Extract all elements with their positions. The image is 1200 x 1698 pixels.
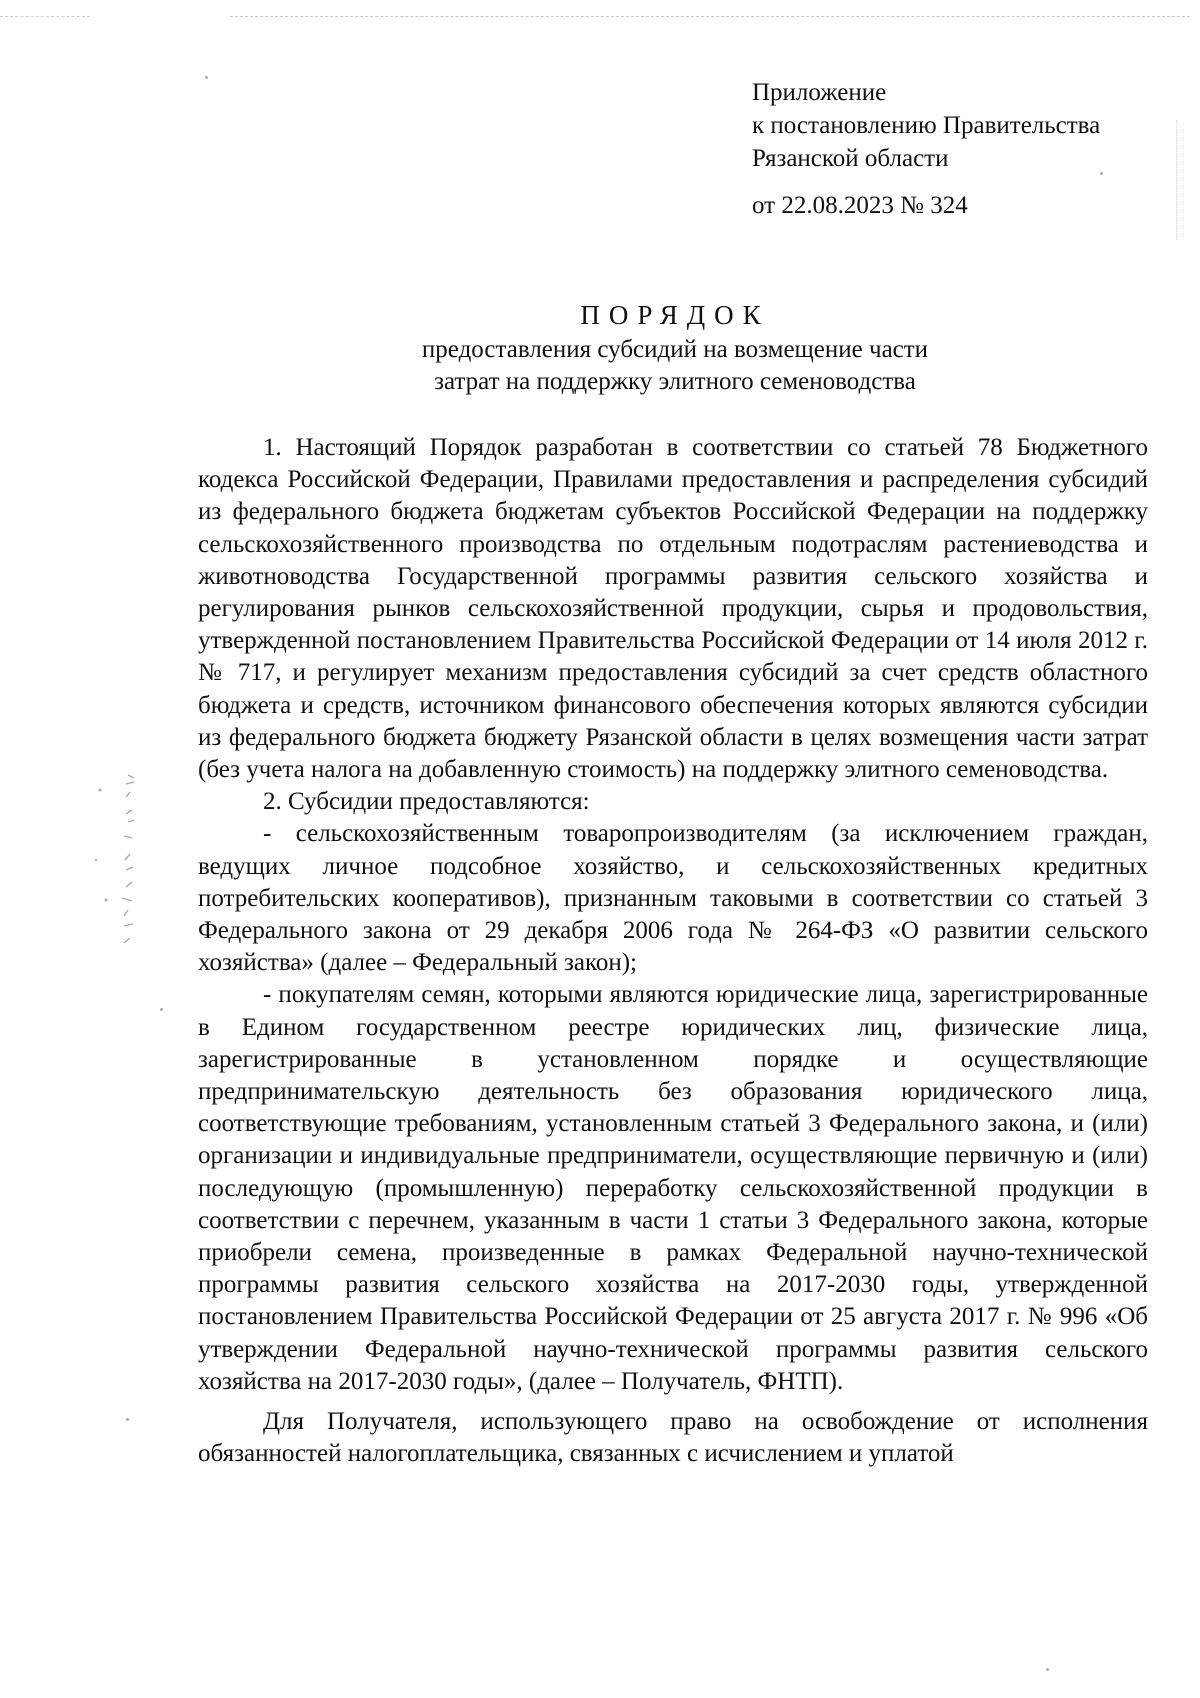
margin-stamp-mark — [88, 770, 148, 950]
scan-speck — [126, 1418, 129, 1421]
appendix-resolution: к постановлению Правительства — [752, 112, 1101, 139]
appendix-date-number: от 22.08.2023 № 324 — [752, 192, 968, 219]
paragraph-5: Для Получателя, использующего право на освобождение от исполнения обязанностей налогоплательщика, связанных с исчислением и уплатой — [198, 1408, 1148, 1468]
document-body — [198, 432, 1148, 1471]
scan-edge-left — [0, 16, 90, 17]
paragraph-3: - сельскохозяйственным товаропроизводителям (за исключением граждан, ведущих личное подсобное хозяйство, и сельскохозяйственных кредитных потребительских кооперативов), признанным таковыми в соответствии со статьей 3 Федерального закона от 29 декабря 2006 года № 264-ФЗ «О развитии сельского хозяйства» (далее – Федеральный закон); — [198, 820, 1148, 977]
paragraph-4: - покупателям семян, которыми являются юридические лица, зарегистрированные в Едином государственном реестре юридических лиц, физические лица, зарегистрированные в установленном порядке и осуществляющие предпринимательскую деятельность без образования юридического лица, соответствующие требованиям, установленным статьей 3 Федерального закона, и (или) организации и индивидуальные предприниматели, осуществляющие первичную и (или) последующую (промышленную) переработку сельскохозяйственной продукции в соответствии с перечнем, указанным в части 1 статьи 3 Федерального закона, которые приобрели семена, произведенные в рамках Федеральной научно-технической программы развития сельского хозяйства на 2017-2030 годы, утвержденной постановлением Правительства Российской Федерации от 25 августа 2017 г. № 996 «Об утверждении Федеральной научно-технической программы развития сельского хозяйства на 2017-2030 годы», (далее – Получатель, ФНТП). — [198, 981, 1148, 1395]
scan-edge-top — [230, 16, 1190, 17]
scan-speck — [205, 76, 208, 79]
scan-speck — [1046, 1668, 1049, 1671]
scan-speck — [160, 1008, 163, 1011]
document-title: ПОРЯДОК — [580, 300, 770, 330]
subtitle-line-2: затрат на поддержку элитного семеноводства — [434, 368, 916, 395]
paragraph-2: 2. Субсидии предоставляются: — [263, 788, 590, 816]
appendix-region: Рязанской области — [752, 145, 949, 172]
appendix-header — [752, 76, 1172, 222]
paragraph-1: 1. Настоящий Порядок разработан в соответствии со статьей 78 Бюджетного кодекса Российской Федерации, Правилами предоставления и распределения субсидий из федерального бюджета бюджетам субъектов Российской Федерации на поддержку сельскохозяйственного производства по отдельным подотраслям растениеводства и животноводства Государственной программы развития сельского хозяйства и регулирования рынков сельскохозяйственной продукции, сырья и продовольствия, утвержденной постановлением Правительства Российской Федерации от 14 июля 2012 г. № 717, и регулирует механизм предоставления субсидий за счет средств областного бюджета и средств, источником финансового обеспечения которых являются субсидии из федерального бюджета бюджету Рязанской области в целях возмещения части затрат (без учета налога на добавленную стоимость) на поддержку элитного семеноводства. — [198, 434, 1148, 784]
appendix-label: Приложение — [752, 79, 887, 106]
subtitle-line-1: предоставления субсидий на возмещение части — [421, 336, 929, 363]
document-subtitle — [200, 334, 1150, 398]
scan-edge-right — [1176, 120, 1183, 240]
